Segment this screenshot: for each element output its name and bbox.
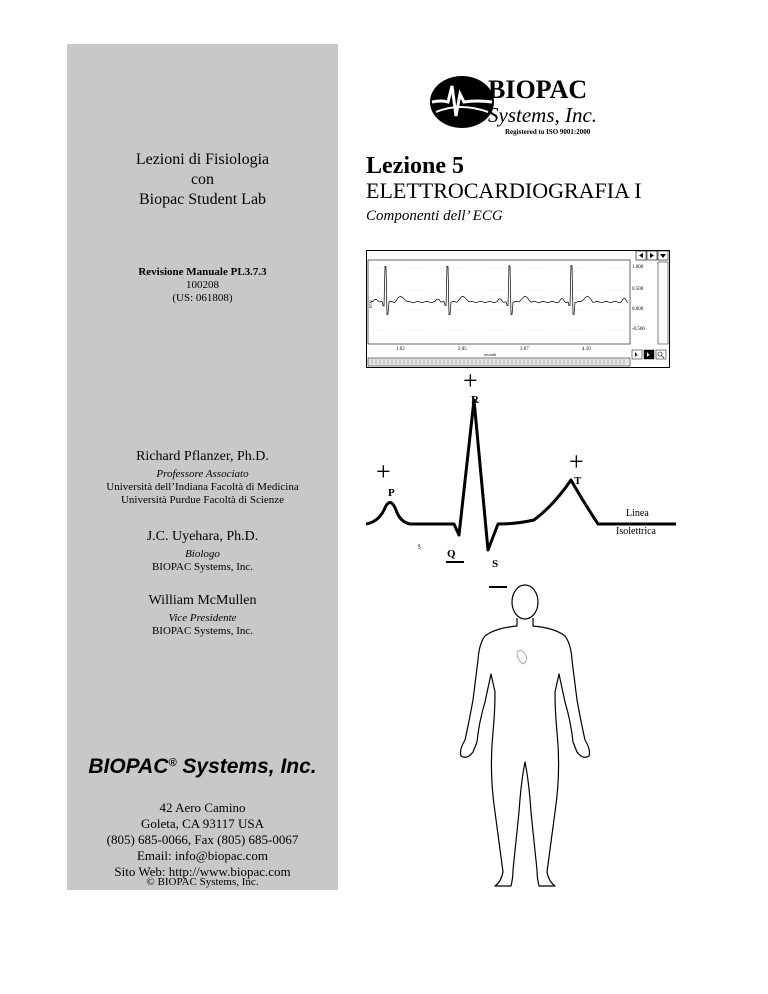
author-name: William McMullen (148, 593, 257, 608)
revision-label: Revisione Manuale PL3.7.3 (138, 266, 267, 278)
logo-emblem (430, 76, 494, 128)
phone-line: (805) 685-0066, Fax (805) 685-0067 (106, 832, 299, 847)
label-t: T (574, 475, 582, 487)
address-line: Goleta, CA 93117 USA (140, 816, 265, 831)
publisher-name (67, 755, 338, 779)
plus-sign-r: + (463, 366, 478, 395)
baseline-label: Isolettrica (616, 526, 656, 537)
author-role: Vice Presidente (168, 612, 237, 624)
lesson-title: ELETTROCARDIOGRAFIA I (366, 178, 642, 203)
author-pflanzer (67, 448, 338, 507)
x-tick-label: 3.07 (520, 347, 529, 352)
publisher-suffix: Systems, Inc. (176, 755, 317, 778)
book-title-line: Lezioni di Fisiologia (135, 151, 270, 168)
logo-brand: BIOPAC (488, 75, 588, 104)
book-title (67, 150, 338, 210)
author-mcmullen (67, 592, 338, 638)
publisher-address (67, 800, 338, 880)
plot-area (368, 260, 630, 344)
copyright: © BIOPAC Systems, Inc. (146, 876, 259, 888)
y-axis-label: ECG (368, 300, 373, 308)
author-name: J.C. Uyehara, Ph.D. (146, 529, 259, 544)
human-body-illustration (455, 582, 595, 892)
label-p: P (388, 487, 395, 499)
author-role: Professore Associato (156, 468, 249, 480)
x-tick-label: 4.10 (582, 347, 591, 352)
y-tick-label: 0.000 (632, 307, 644, 312)
author-affiliation: Università dell’Indiana Facoltà di Medicina (106, 481, 299, 493)
author-role: Biologo (185, 548, 220, 560)
biopac-logo (430, 72, 620, 138)
horizontal-scrollbar[interactable] (368, 358, 630, 366)
registered-mark: ® (168, 757, 177, 769)
vertical-scrollbar[interactable] (658, 262, 668, 344)
lesson-number: Lezione 5 (366, 153, 464, 179)
plus-sign-t: + (569, 447, 584, 476)
publisher-brand: BIOPAC (88, 755, 169, 778)
website-line: Sito Web: http://www.biopac.com (114, 864, 291, 879)
author-uyehara (67, 528, 338, 574)
y-tick-label: 1.000 (632, 265, 644, 270)
author-affiliation: BIOPAC Systems, Inc. (151, 561, 254, 573)
y-tick-label: 0.500 (632, 287, 644, 292)
logo-iso: Registered to ISO 9001:2000 (505, 128, 591, 136)
right-axis-label: mV (417, 544, 422, 550)
x-axis-label: secondi (484, 352, 497, 357)
address-line: 42 Aero Camino (159, 800, 246, 815)
book-title-line: Biopac Student Lab (138, 191, 267, 208)
revision-us-code: (US: 061808) (172, 292, 233, 304)
revision-block (67, 266, 338, 305)
revision-code: 100208 (186, 279, 219, 291)
label-r: R (471, 394, 479, 406)
email-line: Email: info@biopac.com (136, 848, 269, 863)
author-affiliation: BIOPAC Systems, Inc. (151, 625, 254, 637)
author-name: Richard Pflanzer, Ph.D. (136, 449, 269, 464)
zoom-tool-button[interactable] (656, 350, 666, 359)
label-s: S (492, 558, 499, 570)
x-tick-label: 2.05 (458, 347, 467, 352)
window-controls (636, 251, 668, 260)
y-tick-label: -0.500 (632, 327, 645, 332)
x-tick-label: 1.02 (396, 347, 405, 352)
label-q: Q (447, 548, 456, 560)
plus-sign-p: + (376, 457, 391, 486)
lesson-subtitle: Componenti dell’ ECG (366, 208, 503, 224)
ecg-pqrst-diagram (366, 366, 676, 595)
heart-icon (517, 650, 527, 664)
logo-subtitle: Systems, Inc. (488, 103, 598, 127)
baseline-label: Linea (626, 508, 649, 519)
book-title-line: con (190, 171, 215, 188)
author-affiliation: Università Purdue Facoltà di Scienze (120, 494, 285, 506)
